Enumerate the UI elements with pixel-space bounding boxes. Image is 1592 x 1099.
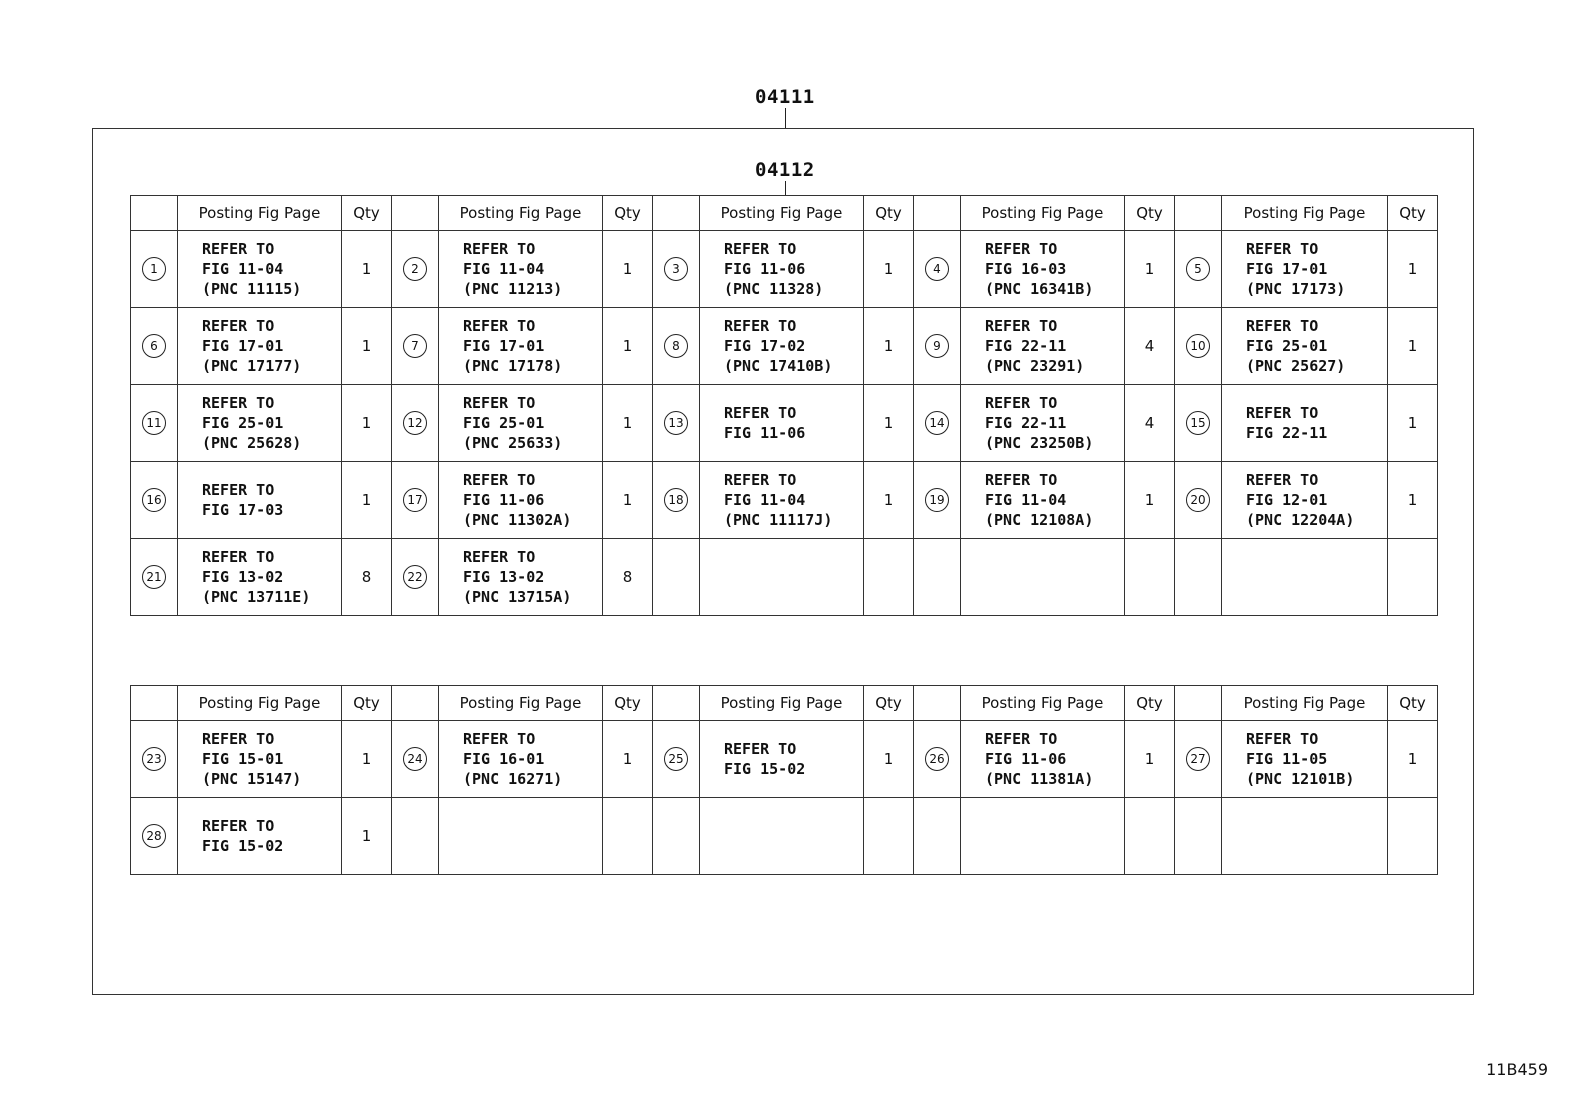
reference-line: FIG 11-05 bbox=[1246, 750, 1328, 768]
qty-cell bbox=[864, 539, 914, 616]
header-qty: Qty bbox=[1125, 686, 1175, 721]
table-row bbox=[131, 721, 1438, 798]
qty-cell: 1 bbox=[342, 385, 392, 462]
reference-line: REFER TO bbox=[1246, 404, 1319, 422]
item-number-cell bbox=[914, 721, 961, 798]
reference-line: FIG 11-04 bbox=[985, 491, 1067, 509]
qty-cell: 1 bbox=[1388, 308, 1438, 385]
header-number-cell bbox=[653, 686, 700, 721]
reference-line: FIG 11-04 bbox=[202, 260, 284, 278]
reference-line: REFER TO bbox=[202, 317, 275, 335]
header-posting-fig-page: Posting Fig Page bbox=[700, 686, 864, 721]
item-number-cell bbox=[1175, 539, 1222, 616]
header-qty: Qty bbox=[1388, 686, 1438, 721]
posting-fig-page-cell bbox=[439, 462, 603, 539]
posting-fig-page-cell bbox=[439, 798, 603, 875]
callout-number-badge: 21 bbox=[142, 565, 166, 589]
qty-cell: 1 bbox=[342, 308, 392, 385]
item-number-cell bbox=[653, 385, 700, 462]
reference-line: (PNC 16341B) bbox=[985, 280, 1094, 298]
qty-cell: 1 bbox=[1388, 231, 1438, 308]
posting-fig-page-cell bbox=[1222, 308, 1388, 385]
reference-line: REFER TO bbox=[463, 317, 536, 335]
reference-line: REFER TO bbox=[1246, 730, 1319, 748]
callout-number-badge: 19 bbox=[925, 488, 949, 512]
reference-line: (PNC 11328) bbox=[724, 280, 824, 298]
reference-line: (PNC 13711E) bbox=[202, 588, 311, 606]
qty-cell: 8 bbox=[342, 539, 392, 616]
reference-line: REFER TO bbox=[724, 240, 797, 258]
posting-fig-page-cell bbox=[439, 385, 603, 462]
header-number-cell bbox=[131, 196, 178, 231]
table-row bbox=[131, 539, 1438, 616]
posting-fig-page-cell bbox=[700, 462, 864, 539]
reference-line: REFER TO bbox=[985, 317, 1058, 335]
posting-fig-page-cell bbox=[700, 721, 864, 798]
posting-fig-page-cell bbox=[1222, 798, 1388, 875]
callout-number-badge: 25 bbox=[664, 747, 688, 771]
reference-line: REFER TO bbox=[724, 471, 797, 489]
qty-cell: 1 bbox=[342, 798, 392, 875]
posting-fig-page-cell bbox=[1222, 462, 1388, 539]
callout-number-badge: 26 bbox=[925, 747, 949, 771]
reference-line: FIG 17-01 bbox=[1246, 260, 1328, 278]
header-qty: Qty bbox=[864, 196, 914, 231]
header-row bbox=[131, 196, 1438, 231]
reference-line: REFER TO bbox=[463, 471, 536, 489]
callout-number-badge: 22 bbox=[403, 565, 427, 589]
item-number-cell bbox=[653, 231, 700, 308]
reference-line: (PNC 11213) bbox=[463, 280, 563, 298]
reference-line: REFER TO bbox=[985, 730, 1058, 748]
qty-cell bbox=[1125, 539, 1175, 616]
posting-fig-page-cell bbox=[439, 308, 603, 385]
qty-cell: 1 bbox=[603, 231, 653, 308]
qty-cell: 1 bbox=[864, 231, 914, 308]
posting-fig-page-cell bbox=[961, 308, 1125, 385]
item-number-cell bbox=[1175, 231, 1222, 308]
label-04112: 04112 bbox=[755, 159, 815, 181]
qty-cell: 1 bbox=[1125, 231, 1175, 308]
qty-cell: 4 bbox=[1125, 308, 1175, 385]
posting-fig-page-cell bbox=[1222, 231, 1388, 308]
callout-number-badge: 5 bbox=[1186, 257, 1210, 281]
reference-line: FIG 25-01 bbox=[1246, 337, 1328, 355]
header-qty: Qty bbox=[342, 196, 392, 231]
reference-line: (PNC 25633) bbox=[463, 434, 563, 452]
qty-cell: 1 bbox=[603, 462, 653, 539]
header-posting-fig-page: Posting Fig Page bbox=[1222, 686, 1388, 721]
posting-fig-page-cell bbox=[1222, 539, 1388, 616]
qty-cell: 1 bbox=[342, 462, 392, 539]
header-qty: Qty bbox=[342, 686, 392, 721]
callout-number-badge: 6 bbox=[142, 334, 166, 358]
item-number-cell bbox=[131, 539, 178, 616]
header-qty: Qty bbox=[1125, 196, 1175, 231]
header-number-cell bbox=[392, 196, 439, 231]
reference-line: FIG 11-06 bbox=[985, 750, 1067, 768]
callout-number-badge: 10 bbox=[1186, 334, 1210, 358]
reference-line: FIG 11-06 bbox=[463, 491, 545, 509]
item-number-cell bbox=[914, 308, 961, 385]
callout-number-badge: 2 bbox=[403, 257, 427, 281]
reference-line: FIG 17-01 bbox=[202, 337, 284, 355]
reference-line: FIG 13-02 bbox=[463, 568, 545, 586]
reference-line: REFER TO bbox=[202, 394, 275, 412]
posting-fig-page-cell bbox=[700, 385, 864, 462]
posting-fig-page-cell bbox=[439, 721, 603, 798]
qty-cell: 1 bbox=[864, 385, 914, 462]
header-row bbox=[131, 686, 1438, 721]
reference-line: REFER TO bbox=[985, 240, 1058, 258]
item-number-cell bbox=[131, 798, 178, 875]
callout-number-badge: 23 bbox=[142, 747, 166, 771]
posting-fig-page-cell bbox=[700, 308, 864, 385]
reference-line: (PNC 25627) bbox=[1246, 357, 1346, 375]
posting-fig-page-cell bbox=[178, 462, 342, 539]
reference-line: REFER TO bbox=[202, 730, 275, 748]
qty-cell: 1 bbox=[864, 308, 914, 385]
item-number-cell bbox=[1175, 721, 1222, 798]
item-number-cell bbox=[392, 231, 439, 308]
item-number-cell bbox=[653, 462, 700, 539]
posting-fig-page-cell bbox=[700, 231, 864, 308]
item-number-cell bbox=[914, 231, 961, 308]
callout-number-badge: 3 bbox=[664, 257, 688, 281]
item-number-cell bbox=[653, 721, 700, 798]
qty-cell bbox=[864, 798, 914, 875]
item-number-cell bbox=[1175, 385, 1222, 462]
header-number-cell bbox=[131, 686, 178, 721]
reference-line: REFER TO bbox=[724, 740, 797, 758]
reference-line: REFER TO bbox=[202, 240, 275, 258]
reference-line: (PNC 12108A) bbox=[985, 511, 1094, 529]
item-number-cell bbox=[392, 308, 439, 385]
item-number-cell bbox=[653, 539, 700, 616]
reference-line: FIG 11-04 bbox=[724, 491, 806, 509]
posting-fig-page-cell bbox=[178, 385, 342, 462]
reference-line: FIG 17-02 bbox=[724, 337, 806, 355]
reference-line: (PNC 16271) bbox=[463, 770, 563, 788]
item-number-cell bbox=[914, 462, 961, 539]
reference-line: FIG 15-02 bbox=[724, 760, 806, 778]
callout-number-badge: 1 bbox=[142, 257, 166, 281]
parts-reference-table-1 bbox=[130, 195, 1438, 616]
header-posting-fig-page: Posting Fig Page bbox=[961, 686, 1125, 721]
qty-cell: 1 bbox=[1125, 462, 1175, 539]
qty-cell bbox=[603, 798, 653, 875]
item-number-cell bbox=[131, 721, 178, 798]
qty-cell bbox=[1388, 798, 1438, 875]
reference-line: REFER TO bbox=[202, 817, 275, 835]
callout-number-badge: 12 bbox=[403, 411, 427, 435]
qty-cell: 1 bbox=[1388, 462, 1438, 539]
item-number-cell bbox=[392, 798, 439, 875]
qty-cell bbox=[1388, 539, 1438, 616]
posting-fig-page-cell bbox=[178, 308, 342, 385]
reference-line: FIG 13-02 bbox=[202, 568, 284, 586]
item-number-cell bbox=[392, 462, 439, 539]
reference-line: (PNC 11117J) bbox=[724, 511, 833, 529]
reference-line: FIG 15-02 bbox=[202, 837, 284, 855]
posting-fig-page-cell bbox=[961, 539, 1125, 616]
qty-cell bbox=[1125, 798, 1175, 875]
posting-fig-page-cell bbox=[700, 798, 864, 875]
reference-line: (PNC 17410B) bbox=[724, 357, 833, 375]
reference-line: (PNC 11381A) bbox=[985, 770, 1094, 788]
leader-line-04112 bbox=[785, 181, 786, 195]
posting-fig-page-cell bbox=[439, 231, 603, 308]
item-number-cell bbox=[392, 385, 439, 462]
reference-line: FIG 22-11 bbox=[985, 414, 1067, 432]
qty-cell: 8 bbox=[603, 539, 653, 616]
posting-fig-page-cell bbox=[1222, 721, 1388, 798]
item-number-cell bbox=[653, 798, 700, 875]
header-posting-fig-page: Posting Fig Page bbox=[439, 196, 603, 231]
reference-line: FIG 11-04 bbox=[463, 260, 545, 278]
reference-line: REFER TO bbox=[463, 548, 536, 566]
callout-number-badge: 17 bbox=[403, 488, 427, 512]
header-qty: Qty bbox=[603, 686, 653, 721]
reference-line: REFER TO bbox=[463, 240, 536, 258]
reference-line: FIG 15-01 bbox=[202, 750, 284, 768]
item-number-cell bbox=[131, 385, 178, 462]
reference-line: (PNC 23291) bbox=[985, 357, 1085, 375]
posting-fig-page-cell bbox=[1222, 385, 1388, 462]
reference-line: FIG 11-06 bbox=[724, 260, 806, 278]
qty-cell: 1 bbox=[342, 721, 392, 798]
posting-fig-page-cell bbox=[961, 798, 1125, 875]
callout-number-badge: 7 bbox=[403, 334, 427, 358]
callout-number-badge: 13 bbox=[664, 411, 688, 435]
reference-line: REFER TO bbox=[724, 404, 797, 422]
reference-line: REFER TO bbox=[1246, 317, 1319, 335]
posting-fig-page-cell bbox=[439, 539, 603, 616]
callout-number-badge: 11 bbox=[142, 411, 166, 435]
callout-number-badge: 27 bbox=[1186, 747, 1210, 771]
reference-line: (PNC 11302A) bbox=[463, 511, 572, 529]
callout-number-badge: 9 bbox=[925, 334, 949, 358]
reference-line: FIG 17-01 bbox=[463, 337, 545, 355]
table-row bbox=[131, 798, 1438, 875]
callout-number-badge: 20 bbox=[1186, 488, 1210, 512]
header-number-cell bbox=[392, 686, 439, 721]
header-posting-fig-page: Posting Fig Page bbox=[1222, 196, 1388, 231]
reference-line: (PNC 17177) bbox=[202, 357, 302, 375]
header-number-cell bbox=[1175, 196, 1222, 231]
label-04111: 04111 bbox=[755, 86, 815, 108]
reference-line: REFER TO bbox=[463, 394, 536, 412]
reference-line: (PNC 25628) bbox=[202, 434, 302, 452]
reference-line: REFER TO bbox=[463, 730, 536, 748]
qty-cell: 1 bbox=[1388, 721, 1438, 798]
header-qty: Qty bbox=[603, 196, 653, 231]
callout-number-badge: 28 bbox=[142, 824, 166, 848]
item-number-cell bbox=[131, 231, 178, 308]
header-number-cell bbox=[653, 196, 700, 231]
reference-line: (PNC 17173) bbox=[1246, 280, 1346, 298]
callout-number-badge: 24 bbox=[403, 747, 427, 771]
posting-fig-page-cell bbox=[961, 462, 1125, 539]
reference-line: REFER TO bbox=[724, 317, 797, 335]
header-posting-fig-page: Posting Fig Page bbox=[700, 196, 864, 231]
qty-cell: 1 bbox=[603, 308, 653, 385]
reference-line: REFER TO bbox=[985, 394, 1058, 412]
posting-fig-page-cell bbox=[961, 231, 1125, 308]
qty-cell: 1 bbox=[1388, 385, 1438, 462]
qty-cell: 1 bbox=[864, 721, 914, 798]
leader-line-04111 bbox=[785, 108, 786, 128]
reference-line: REFER TO bbox=[202, 548, 275, 566]
item-number-cell bbox=[653, 308, 700, 385]
table-row bbox=[131, 385, 1438, 462]
reference-line: REFER TO bbox=[202, 481, 275, 499]
item-number-cell bbox=[392, 539, 439, 616]
reference-line: (PNC 23250B) bbox=[985, 434, 1094, 452]
callout-number-badge: 4 bbox=[925, 257, 949, 281]
item-number-cell bbox=[131, 308, 178, 385]
posting-fig-page-cell bbox=[961, 721, 1125, 798]
item-number-cell bbox=[131, 462, 178, 539]
qty-cell: 1 bbox=[1125, 721, 1175, 798]
header-number-cell bbox=[914, 196, 961, 231]
qty-cell: 1 bbox=[864, 462, 914, 539]
reference-line: FIG 25-01 bbox=[463, 414, 545, 432]
header-qty: Qty bbox=[1388, 196, 1438, 231]
item-number-cell bbox=[392, 721, 439, 798]
callout-number-badge: 18 bbox=[664, 488, 688, 512]
posting-fig-page-cell bbox=[178, 721, 342, 798]
table-row bbox=[131, 462, 1438, 539]
posting-fig-page-cell bbox=[178, 539, 342, 616]
reference-line: REFER TO bbox=[1246, 471, 1319, 489]
reference-line: FIG 22-11 bbox=[985, 337, 1067, 355]
table-row bbox=[131, 231, 1438, 308]
callout-number-badge: 15 bbox=[1186, 411, 1210, 435]
header-posting-fig-page: Posting Fig Page bbox=[439, 686, 603, 721]
header-qty: Qty bbox=[864, 686, 914, 721]
qty-cell: 4 bbox=[1125, 385, 1175, 462]
reference-line: FIG 12-01 bbox=[1246, 491, 1328, 509]
callout-number-badge: 8 bbox=[664, 334, 688, 358]
reference-line: FIG 17-03 bbox=[202, 501, 284, 519]
table-row bbox=[131, 308, 1438, 385]
posting-fig-page-cell bbox=[178, 231, 342, 308]
item-number-cell bbox=[1175, 308, 1222, 385]
reference-line: (PNC 15147) bbox=[202, 770, 302, 788]
reference-line: (PNC 17178) bbox=[463, 357, 563, 375]
reference-line: (PNC 12204A) bbox=[1246, 511, 1355, 529]
item-number-cell bbox=[914, 539, 961, 616]
reference-line: (PNC 13715A) bbox=[463, 588, 572, 606]
reference-line: FIG 16-03 bbox=[985, 260, 1067, 278]
header-posting-fig-page: Posting Fig Page bbox=[961, 196, 1125, 231]
callout-number-badge: 14 bbox=[925, 411, 949, 435]
diagram-code: 11B459 bbox=[1486, 1060, 1548, 1079]
header-posting-fig-page: Posting Fig Page bbox=[178, 686, 342, 721]
item-number-cell bbox=[1175, 798, 1222, 875]
reference-line: (PNC 12101B) bbox=[1246, 770, 1355, 788]
posting-fig-page-cell bbox=[961, 385, 1125, 462]
callout-number-badge: 16 bbox=[142, 488, 166, 512]
posting-fig-page-cell bbox=[178, 798, 342, 875]
header-number-cell bbox=[1175, 686, 1222, 721]
reference-line: REFER TO bbox=[1246, 240, 1319, 258]
reference-line: REFER TO bbox=[985, 471, 1058, 489]
qty-cell: 1 bbox=[603, 721, 653, 798]
header-posting-fig-page: Posting Fig Page bbox=[178, 196, 342, 231]
posting-fig-page-cell bbox=[700, 539, 864, 616]
reference-line: FIG 22-11 bbox=[1246, 424, 1328, 442]
reference-line: FIG 16-01 bbox=[463, 750, 545, 768]
item-number-cell bbox=[914, 798, 961, 875]
reference-line: FIG 11-06 bbox=[724, 424, 806, 442]
reference-line: FIG 25-01 bbox=[202, 414, 284, 432]
reference-line: (PNC 11115) bbox=[202, 280, 302, 298]
qty-cell: 1 bbox=[342, 231, 392, 308]
parts-reference-table-2 bbox=[130, 685, 1438, 875]
qty-cell: 1 bbox=[603, 385, 653, 462]
header-number-cell bbox=[914, 686, 961, 721]
item-number-cell bbox=[1175, 462, 1222, 539]
item-number-cell bbox=[914, 385, 961, 462]
